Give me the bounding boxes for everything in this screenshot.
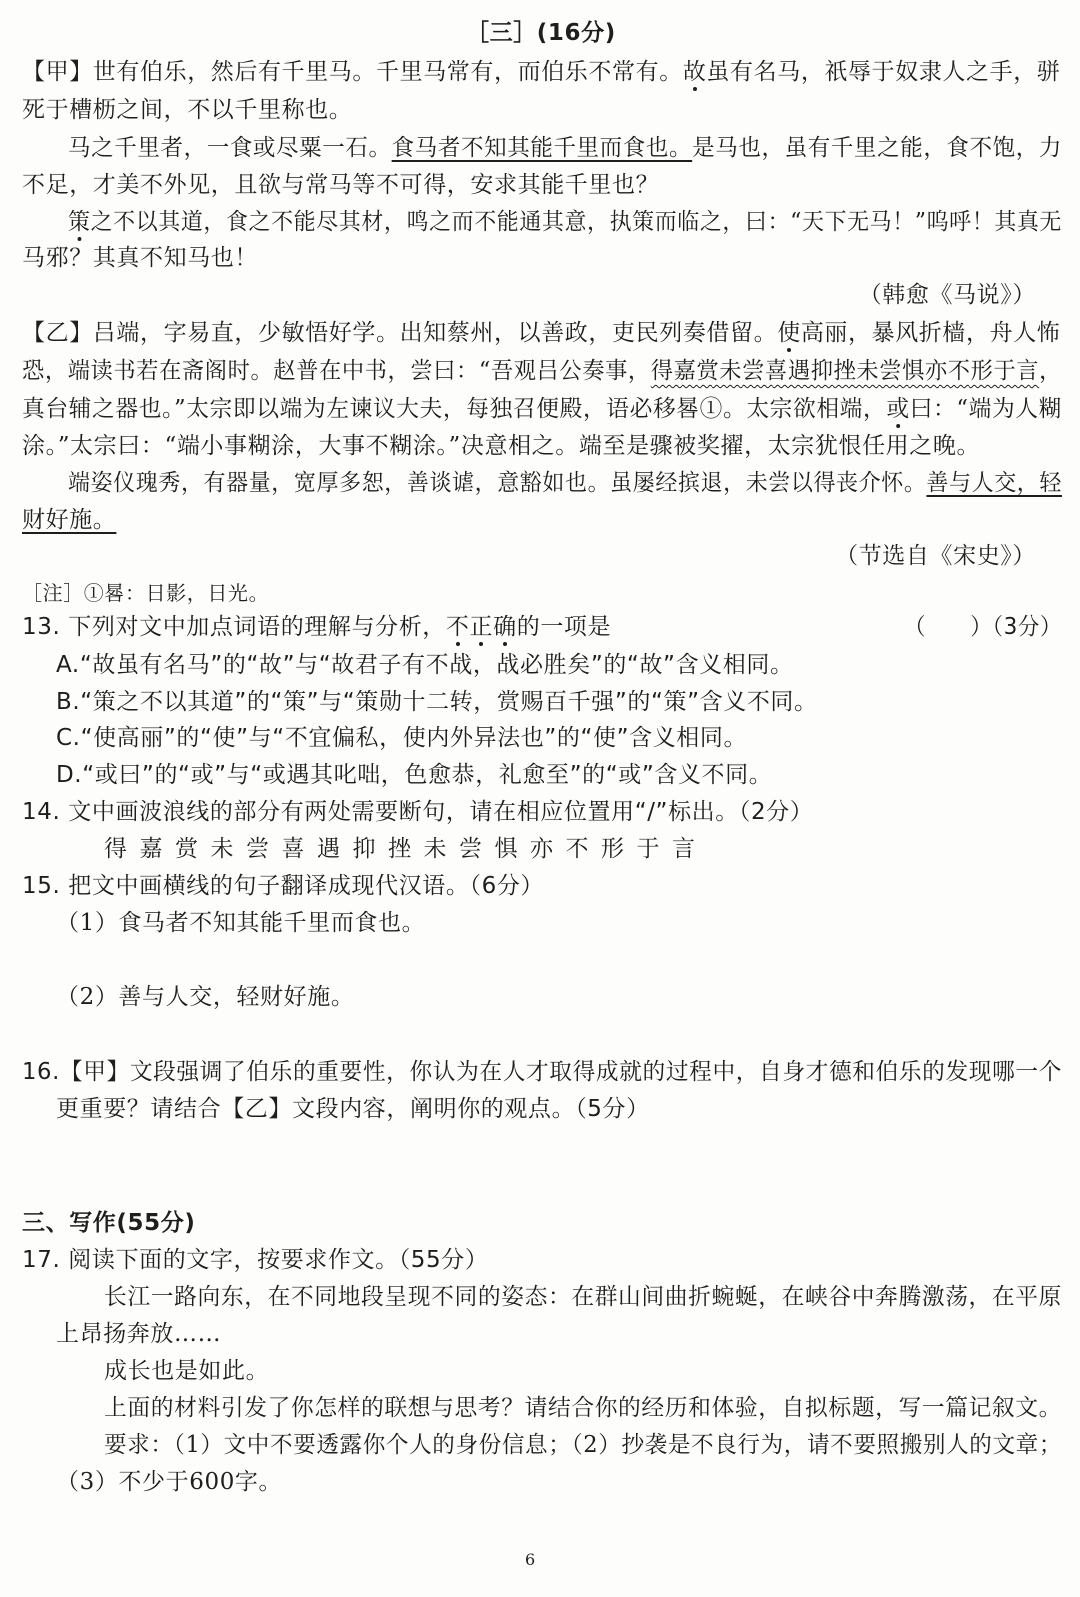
jia-source: （韩愈《马说》） (858, 282, 1036, 308)
q14-stem: 14. 文中画波浪线的部分有两处需要断句，请在相应位置用“/”标出。（2分） (22, 799, 814, 825)
yi-line2 (22, 356, 1062, 386)
footnote: ［注］①晷：日影，日光。 (22, 581, 270, 605)
text-run: 曰：“端为人糊 (909, 396, 1062, 422)
dotted-word: 使 (777, 320, 801, 346)
dotted-word: 策 (68, 209, 91, 235)
text-run: 恐，端读书若在斋阁时。赵普在中书，尝曰：“吾观吕公奏事， (22, 358, 651, 384)
text-run: 之不以其道，食之不能尽其材，鸣之而不能通其意，执策而临之，曰：“天下无马！”呜呼！其真无 (90, 209, 1062, 235)
q13-answer-blank[interactable]: （ ）（3分） (904, 614, 1063, 640)
q17-material-line3: 成长也是如此。 (104, 1358, 270, 1384)
yi-line3 (22, 394, 1062, 424)
q14-sentence[interactable]: 得嘉赏未尝喜遇抑挫未尝惧亦不形于言 (104, 836, 708, 862)
q17-material-line1: 长江一路向东，在不同地段呈现不同的姿态：在群山间曲折蜿蜒，在峡谷中奔腾激荡，在平原 (104, 1284, 1063, 1310)
underlined-sentence: 善与人交，轻 (926, 470, 1062, 496)
text-run: 高丽，暴风折樯，舟人怖 (800, 320, 1061, 346)
text-run: 虽有名马，祇辱于奴隶人之手，骈 (706, 59, 1061, 85)
writing-section-title: 三、写作(55分) (22, 1210, 196, 1236)
jia-p1-line1 (22, 57, 1060, 87)
q15-stem: 15. 把文中画横线的句子翻译成现代汉语。（6分） (22, 873, 545, 899)
q16-line1: 16.【甲】文段强调了伯乐的重要性，你认为在人才取得成就的过程中，自身才德和伯乐的发现哪一个 (22, 1059, 1063, 1085)
yi-p2-line1 (68, 468, 1062, 498)
q16-line2: 更重要？请结合【乙】文段内容，阐明你的观点。（5分） (56, 1096, 650, 1122)
jia-p2-line2: 不足，才美不外见，且欲与常马等不可得，安求其能千里也？ (22, 172, 660, 198)
q13-stem (22, 612, 611, 642)
q17-requirements-line2: （3）不少于600字。 (56, 1469, 283, 1495)
dotted-word: 正 (469, 614, 494, 640)
q13-option-a: A.“故虽有名马”的“故”与“故君子有不战，战必胜矣”的“故”含义相同。 (56, 652, 794, 678)
dotted-word: 不 (445, 614, 470, 640)
underlined-sentence: 食马者不知其能千里而食也。 (391, 135, 693, 161)
dotted-word: 或 (886, 396, 910, 422)
jia-p3-line1 (68, 207, 1062, 237)
q13-option-b: B.“策之不以其道”的“策”与“策勋十二转，赏赐百千强”的“策”含义不同。 (56, 689, 818, 715)
jia-p3-line2: 马邪？其真不知马也！ (22, 245, 258, 271)
q17-prompt: 上面的材料引发了你怎样的联想与思考？请结合你的经历和体验，自拟标题，写一篇记叙文。 (104, 1395, 1063, 1421)
q13-option-c: C.“使高丽”的“使”与“不宜偏私，使内外异法也”的“使”含义相同。 (56, 725, 748, 751)
q17-material-line2: 上昂扬奔放…… (56, 1321, 222, 1347)
yi-line1 (22, 318, 1060, 348)
text-run: ， (1039, 358, 1062, 384)
text-run: 端姿仪瑰秀，有器量，宽厚多恕，善谈谑，意豁如也。虽屡经摈退，未尝以得丧介怀。 (68, 470, 927, 496)
text-run: 真台辅之器也。”太宗即以端为左谏议大夫，每独召便殿，语必移晷①。太宗欲相端， (22, 396, 887, 422)
q15-item2: （2）善与人交，轻财好施。 (56, 984, 355, 1010)
jia-p2-line1 (68, 133, 1062, 163)
q15-item1: （1）食马者不知其能千里而食也。 (56, 910, 426, 936)
text-run: 13. 下列对文中加点词语的理解与分析， (22, 614, 446, 640)
yi-source: （节选自《宋史》） (835, 543, 1036, 569)
dotted-word: 确 (493, 614, 517, 640)
underlined-sentence: 财好施。 (22, 507, 117, 533)
jia-p1-line2: 死于槽枥之间，不以千里称也。 (22, 97, 353, 123)
yi-p2-line2 (22, 505, 116, 535)
q13-option-d: D.“或曰”的“或”与“或遇其叱咄，色愈恭，礼愈至”的“或”含义不同。 (56, 762, 773, 788)
text-run: 马之千里者，一食或尽粟一石。 (68, 135, 392, 161)
text-run: 【甲】世有伯乐，然后有千里马。千里马常有，而伯乐不常有。 (22, 59, 683, 85)
text-run: 的一项是 (516, 614, 612, 640)
section-header: ［三］(16分) (466, 20, 616, 46)
text-run: 【乙】吕端，字易直，少敏悟好学。出知蔡州，以善政，吏民列奏借留。 (22, 320, 778, 346)
q17-stem: 17. 阅读下面的文字，按要求作文。（55分） (22, 1247, 489, 1273)
yi-line4: 涂。”太宗曰：“端小事糊涂，大事不糊涂。”决意相之。端至是骤被奖擢，太宗犹恨任用之晚。 (22, 433, 981, 459)
q17-requirements-line1: 要求：（1）文中不要透露你个人的身份信息；（2）抄袭是不良行为，请不要照搬别人的文章； (104, 1432, 1063, 1458)
dotted-word: 故 (682, 59, 707, 85)
text-run: 是马也，虽有千里之能，食不饱，力 (692, 135, 1063, 161)
wavy-underlined-text: 得嘉赏未尝喜遇抑挫未尝惧亦不形于言 (650, 358, 1040, 384)
page-number: 6 (525, 1550, 536, 1569)
